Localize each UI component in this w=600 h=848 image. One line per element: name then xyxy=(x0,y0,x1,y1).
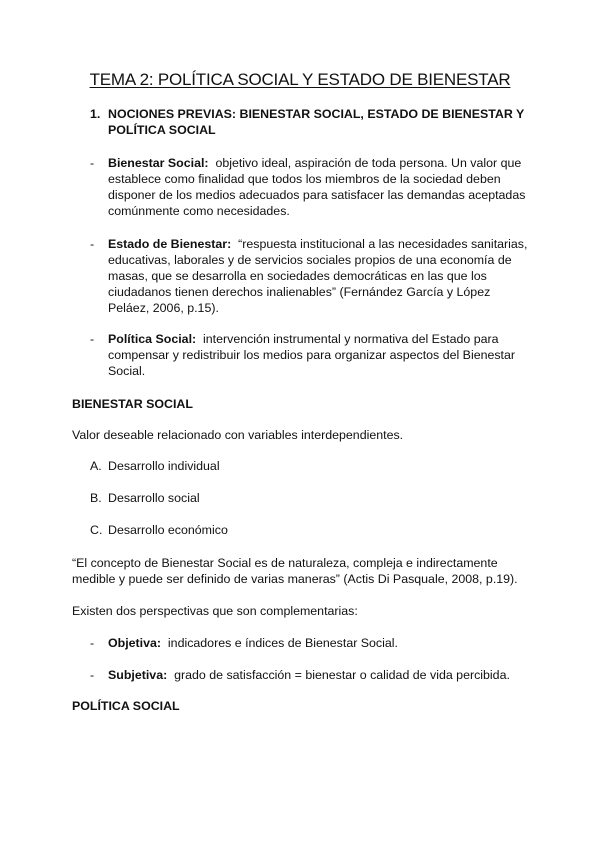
bienestar-intro: Valor deseable relacionado con variables interdependientes. xyxy=(72,428,404,442)
list-letter: B. xyxy=(90,491,102,505)
bullet-dash: - xyxy=(90,156,95,170)
bullet-dash: - xyxy=(90,636,95,650)
bullet-dash: - xyxy=(90,237,95,251)
bienestar-quote: “El concepto de Bienestar Social es de naturaleza, compleja e indirectamente medible y puede ser definido de varias maneras” (Actis Di Pasquale, 2008, p.19). xyxy=(72,556,518,586)
section-number: 1. xyxy=(90,107,101,121)
definition-text: “respuesta institucional a las necesidades sanitarias, educativas, laborales y de servicios sociales propios de una economía de masas, que se desarrolla en sociedades democráticas en las que los ciudadanos tienen derechos inalienables” (Fernández García y López Peláez, 2006, p.15). xyxy=(108,237,528,315)
heading-politica-social: POLÍTICA SOCIAL xyxy=(72,699,180,713)
list-item xyxy=(90,491,200,505)
document-title: TEMA 2: POLÍTICA SOCIAL Y ESTADO DE BIENESTAR xyxy=(89,70,511,89)
bullet-dash: - xyxy=(90,332,95,346)
list-item xyxy=(90,523,228,537)
definition-text: objetivo ideal, aspiración de toda persona. Un valor que establece como finalidad que todos los miembros de la sociedad deben disponer de los medios adecuados para satisfacer las demandas aceptadas comúnmente como necesidades. xyxy=(108,156,526,218)
perspective-text: grado de satisfacción = bienestar o calidad de vida percibida. xyxy=(174,668,510,682)
perspective-subjetiva xyxy=(90,667,533,683)
definition-term: Estado de Bienestar: xyxy=(108,237,232,251)
list-letter: C. xyxy=(90,523,103,537)
perspective-term: Subjetiva: xyxy=(108,668,168,682)
definition-politica-social xyxy=(90,331,533,379)
perspectives-intro: Existen dos perspectivas que son complementarias: xyxy=(72,604,358,618)
list-label: Desarrollo económico xyxy=(108,523,228,537)
perspective-term: Objetiva: xyxy=(108,636,162,650)
definition-text: intervención instrumental y normativa del Estado para compensar y redistribuir los medios para organizar aspectos del Bienestar Social. xyxy=(108,332,516,378)
heading-bienestar-social: BIENESTAR SOCIAL xyxy=(72,397,193,411)
definition-estado-bienestar xyxy=(90,236,533,316)
definition-bienestar-social xyxy=(90,155,533,219)
definition-term: Política Social: xyxy=(108,332,197,346)
list-label: Desarrollo social xyxy=(108,491,200,505)
section-heading-text: NOCIONES PREVIAS: BIENESTAR SOCIAL, ESTADO DE BIENESTAR Y POLÍTICA SOCIAL xyxy=(108,107,525,137)
section-heading xyxy=(90,106,538,138)
list-letter: A. xyxy=(90,459,102,473)
perspective-objetiva xyxy=(90,635,533,651)
definition-term: Bienestar Social: xyxy=(108,156,209,170)
perspective-text: indicadores e índices de Bienestar Social. xyxy=(167,636,398,650)
list-label: Desarrollo individual xyxy=(108,459,220,473)
list-item xyxy=(90,459,220,473)
bullet-dash: - xyxy=(90,668,95,682)
